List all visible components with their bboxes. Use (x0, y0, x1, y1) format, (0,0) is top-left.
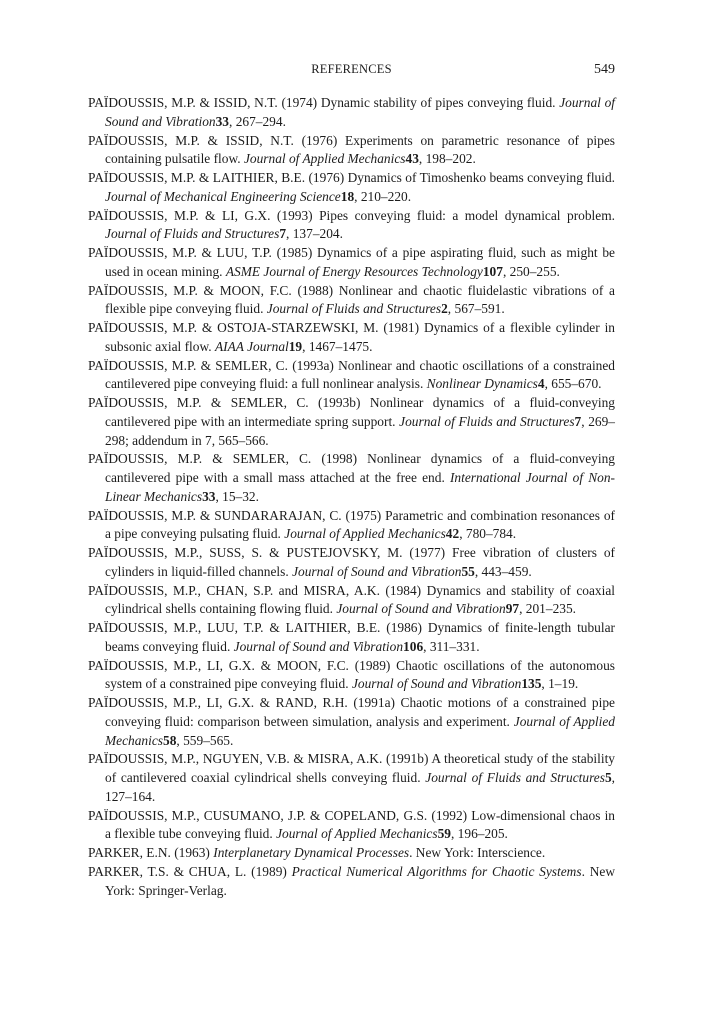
reference-pages: , 1467–1475. (302, 338, 373, 354)
reference-journal: Journal of Fluids and Structures (105, 226, 280, 242)
reference-journal: Journal of Sound and Vibration (351, 676, 522, 692)
reference-journal: Practical Numerical Algorithms for Chaotic Systems (291, 863, 582, 879)
reference-journal: Journal of Mechanical Engineering Science (105, 188, 341, 204)
reference-pages: , 210–220. (354, 188, 412, 204)
reference-authors-title: PAÏDOUSSIS, M.P. & LI, G.X. (1993) Pipes conveying fluid: a model dynamical problem. (88, 207, 615, 223)
reference-entry (88, 394, 615, 450)
reference-entry (88, 450, 615, 506)
reference-authors-title: PAÏDOUSSIS, M.P., CUSUMANO, J.P. & COPELAND, G.S. (1992) Low-dimensional chaos in a flexible tube conveying fluid. (88, 807, 615, 842)
reference-authors-title: PAÏDOUSSIS, M.P. & SEMLER, C. (1993b) Nonlinear dynamics of a fluid-conveying cantilevered pipe with an intermediate spring support. (88, 395, 615, 429)
reference-volume: 106 (403, 638, 424, 654)
reference-authors-title: PAÏDOUSSIS, M.P., LI, G.X. & MOON, F.C. (1989) Chaotic oscillations of the autonomous system of a constrained pipe conveying fluid. (88, 657, 615, 692)
reference-pages: , 780–784. (459, 526, 517, 542)
reference-authors-title: PAÏDOUSSIS, M.P. & LUU, T.P. (1985) Dynamics of a pipe aspirating fluid, such as might be used in ocean mining. (88, 245, 615, 279)
page-header (88, 62, 615, 80)
reference-entry (88, 357, 615, 395)
reference-entry (88, 207, 615, 245)
reference-journal: ASME Journal of Energy Resources Technology (225, 263, 483, 279)
reference-journal: Journal of Applied Mechanics (105, 713, 615, 748)
reference-authors-title: PAÏDOUSSIS, M.P. & MOON, F.C. (1988) Nonlinear and chaotic fluidelastic vibrations of a flexible pipe conveying fluid. (88, 282, 615, 317)
reference-entry (88, 807, 615, 845)
reference-pages: , 559–565. (176, 732, 234, 748)
reference-journal: Journal of Fluids and Structures (425, 770, 605, 785)
reference-authors-title: PAÏDOUSSIS, M.P. & SUNDARARAJAN, C. (1975) Parametric and combination resonances of a pipe conveying pulsating fluid. (88, 507, 615, 542)
reference-authors-title: PAÏDOUSSIS, M.P., NGUYEN, V.B. & MISRA, A.K. (1991b) A theoretical study of the stability of cantilevered coaxial cylindrical shells conveying fluid. (88, 751, 615, 785)
reference-pages: , 1–19. (541, 676, 579, 692)
reference-volume: 43 (405, 151, 419, 167)
reference-journal: Journal of Sound and Vibration (233, 638, 404, 654)
reference-volume: 107 (482, 263, 503, 279)
reference-volume: 42 (445, 526, 460, 542)
reference-journal: Journal of Applied Mechanics (276, 826, 438, 842)
reference-volume: 4 (537, 376, 545, 392)
reference-authors-title: PAÏDOUSSIS, M.P. & OSTOJA-STARZEWSKI, M. (1981) Dynamics of a flexible cylinder in subsonic axial flow. (88, 320, 615, 354)
reference-journal: Journal of Sound and Vibration (292, 563, 462, 579)
reference-entry (88, 94, 615, 132)
reference-volume: 7 (279, 226, 287, 242)
reference-volume: 58 (163, 732, 177, 748)
reference-authors-title: PAÏDOUSSIS, M.P. & SEMLER, C. (1993a) Nonlinear and chaotic oscillations of a constrained cantilevered pipe conveying fluid: a full nonlinear analysis. (88, 357, 615, 392)
reference-volume: 7 (574, 413, 582, 429)
reference-pages: , 196–205. (450, 826, 508, 842)
reference-pages: , 269–298; addendum in 7, 565–566. (105, 413, 615, 448)
page-number: 549 (594, 62, 615, 77)
reference-authors-title: PAÏDOUSSIS, M.P. & LAITHIER, B.E. (1976) Dynamics of Timoshenko beams conveying fluid. (88, 170, 615, 185)
reference-authors-title: PAÏDOUSSIS, M.P., CHAN, S.P. and MISRA, A.K. (1984) Dynamics and stability of coaxial cylindrical shells containing flowing fluid. (88, 582, 615, 617)
reference-pages: , 311–331. (423, 638, 480, 654)
reference-entry (88, 694, 615, 750)
reference-volume: 97 (505, 601, 520, 617)
reference-entry (88, 582, 615, 620)
reference-journal: International Journal of Non-Linear Mechanics (105, 470, 615, 504)
reference-volume: 33 (215, 113, 229, 129)
reference-journal: Journal of Sound and Vibration (105, 95, 616, 129)
reference-journal: Interplanetary Dynamical Processes (213, 845, 410, 860)
reference-volume: 19 (288, 338, 303, 354)
reference-journal: Journal of Applied Mechanics (284, 526, 446, 542)
reference-authors-title: PARKER, T.S. & CHUA, L. (1989) (88, 863, 292, 879)
reference-pages: , 267–294. (229, 113, 286, 129)
reference-entry (88, 282, 615, 320)
reference-journal: Nonlinear Dynamics (426, 376, 538, 392)
reference-authors-title: PAÏDOUSSIS, M.P. & ISSID, N.T. (1974) Dynamic stability of pipes conveying fluid. (88, 95, 560, 110)
reference-entry (88, 750, 615, 806)
reference-entry (88, 544, 615, 582)
reference-volume: 18 (340, 188, 355, 204)
reference-authors-title: PARKER, E.N. (1963) (88, 845, 214, 860)
reference-entry (88, 132, 615, 170)
reference-list (88, 94, 615, 900)
reference-journal: Journal of Fluids and Structures (266, 301, 442, 317)
reference-pages: , 137–204. (286, 226, 343, 242)
reference-volume: 5 (604, 770, 612, 785)
reference-authors-title: PAÏDOUSSIS, M.P., LUU, T.P. & LAITHIER, B.E. (1986) Dynamics of finite-length tubular beams conveying fluid. (88, 620, 615, 654)
reference-volume: 55 (461, 563, 475, 579)
reference-entry (88, 319, 615, 357)
reference-pages: , 250–255. (502, 263, 560, 279)
reference-pages: , 198–202. (418, 151, 476, 167)
reference-journal: AIAA Journal (214, 338, 289, 354)
reference-journal: Journal of Sound and Vibration (336, 601, 506, 617)
reference-entry (88, 844, 615, 863)
reference-pages: , 201–235. (519, 601, 577, 617)
reference-pages: , 655–670. (544, 376, 602, 392)
reference-pages: . New York: Interscience. (409, 845, 546, 860)
reference-journal: Journal of Applied Mechanics (243, 151, 406, 167)
reference-entry (88, 244, 615, 282)
reference-volume: 33 (202, 488, 216, 504)
reference-pages: , 15–32. (215, 488, 259, 504)
reference-authors-title: PAÏDOUSSIS, M.P., SUSS, S. & PUSTEJOVSKY, M. (1977) Free vibration of clusters of cylinders in liquid-filled channels. (88, 545, 615, 579)
reference-entry (88, 169, 615, 207)
reference-authors-title: PAÏDOUSSIS, M.P. & SEMLER, C. (1998) Nonlinear dynamics of a fluid-conveying cantilevered pipe with a small mass attached at the free end. (88, 451, 615, 485)
reference-pages: , 567–591. (447, 301, 505, 317)
reference-pages: , 127–164. (105, 770, 615, 804)
reference-pages: , 443–459. (474, 563, 532, 579)
reference-entry (88, 657, 615, 695)
reference-entry (88, 863, 615, 901)
reference-volume: 2 (441, 301, 448, 317)
reference-volume: 135 (521, 676, 542, 692)
reference-authors-title: PAÏDOUSSIS, M.P., LI, G.X. & RAND, R.H. (1991a) Chaotic motions of a constrained pipe conveying fluid: comparison between simulation, analysis and experiment. (88, 695, 615, 729)
reference-volume: 59 (437, 826, 451, 842)
reference-journal: Journal of Fluids and Structures (399, 413, 575, 429)
reference-entry (88, 507, 615, 545)
reference-entry (88, 619, 615, 657)
reference-authors-title: PAÏDOUSSIS, M.P. & ISSID, N.T. (1976) Experiments on parametric resonance of pipes containing pulsatile flow. (88, 132, 615, 167)
reference-pages: . New York: Springer-Verlag. (105, 863, 615, 898)
running-head: REFERENCES (311, 62, 392, 76)
